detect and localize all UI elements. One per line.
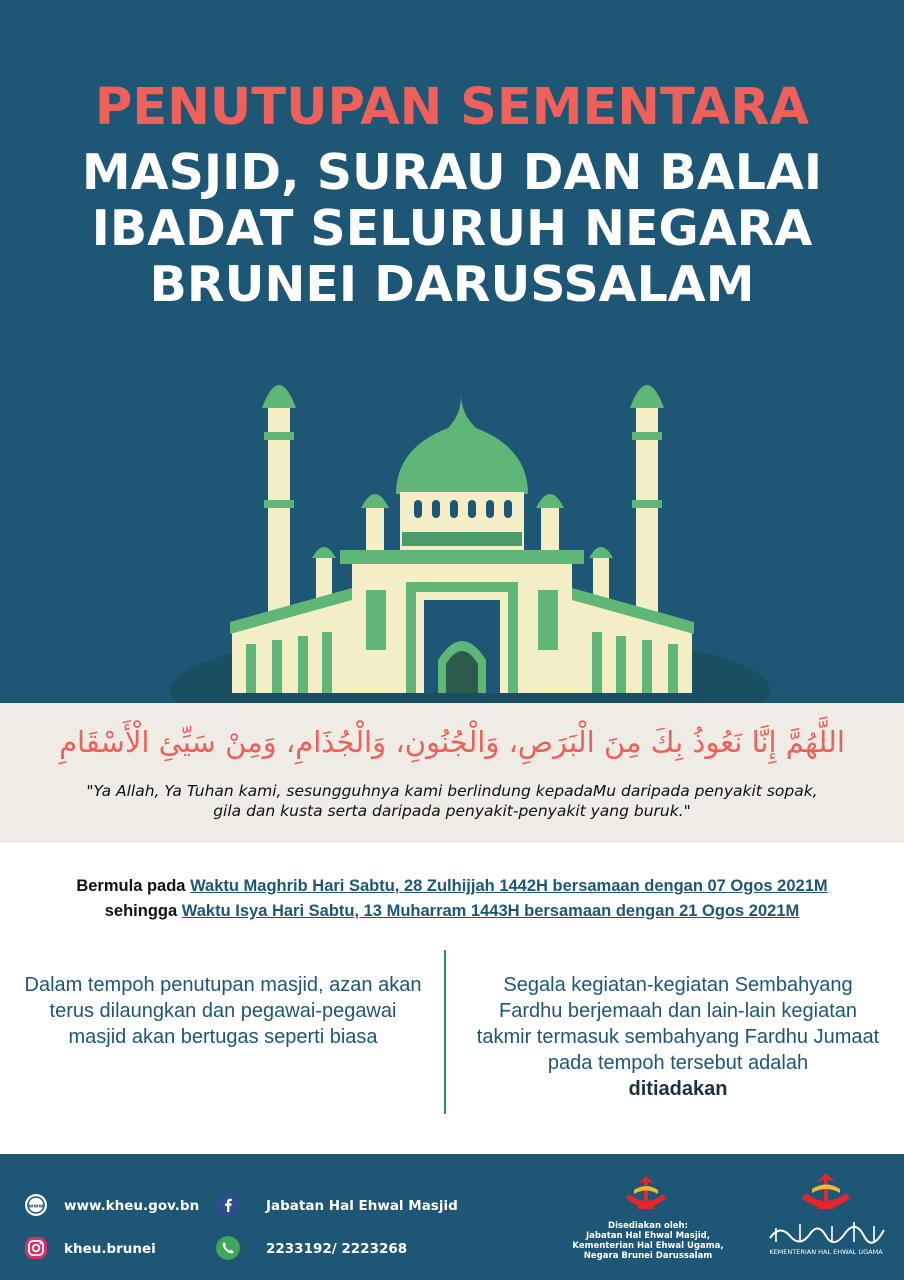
end-line [0,899,904,924]
phone-number[interactable]: 2233192/ 2223268 [266,1241,408,1257]
prepared-line-2: Jabatan Hal Ehwal Masjid, [586,1231,710,1241]
translation-line-2: gila dan kusta serta daripada penyakit-penyakit yang buruk." [213,802,691,820]
svg-text:www: www [28,1203,44,1210]
arabic-prayer: اللَّهُمَّ إِنَّا نَعُوذُ بِكَ مِنَ الْبَرَصِ، وَالْجُنُونِ، وَالْجُذَامِ، وَمِنْ سَيِّئِ الْأَسْقَامِ [59,725,845,759]
mosque-illustration [0,360,904,703]
activities-notice [472,972,884,1102]
title-line-3: IBADAT SELURUH NEGARA [91,200,813,257]
ministry-calligraphy-logo [766,1216,888,1246]
facebook-page[interactable]: Jabatan Hal Ehwal Masjid [266,1198,458,1214]
start-line [0,874,904,899]
title-closure: PENUTUPAN SEMENTARA [95,78,809,137]
prepared-line-4: Negara Brunei Darussalam [583,1251,713,1261]
prepared-line-3: Kementerian Hal Ehwal Ugama, [572,1241,724,1251]
jabatan-crest-logo [620,1172,672,1218]
end-date-link[interactable]: Waktu Isya Hari Sabtu, 13 Muharram 1443H bersamaan dengan 21 Ogos 2021M [181,902,800,920]
column-divider [444,950,446,1114]
title-places [0,145,904,313]
azan-notice: Dalam tempoh penutupan masjid, azan akan terus dilaungkan dan pegawai-pegawai masjid akan bertugas seperti biasa [24,974,422,1048]
globe-icon[interactable] [24,1193,48,1217]
ministry-crest-logo [796,1170,856,1218]
prepared-line-1: Disediakan oleh: [608,1221,688,1231]
instagram-icon[interactable] [24,1236,48,1260]
start-date-link[interactable]: Waktu Maghrib Hari Sabtu, 28 Zulhijjah 1442H bersamaan dengan 07 Ogos 2021M [190,877,828,895]
title-line-2: MASJID, SURAU DAN BALAI [81,144,823,201]
prepared-by [566,1221,730,1261]
start-prefix: Bermula pada [76,877,186,895]
instagram-handle[interactable]: kheu.brunei [64,1241,156,1257]
facebook-icon[interactable] [216,1193,240,1217]
closure-period [0,874,904,924]
translation-line-1: "Ya Allah, Ya Tuhan kami, sesungguhnya kami berlindung kepadaMu daripada penyakit sopak, [86,782,818,800]
phone-icon[interactable] [216,1236,240,1260]
end-prefix: sehingga [104,902,178,920]
prayer-section [0,703,904,843]
title-line-4: BRUNEI DARUSSALAM [149,256,755,313]
prayer-translation [0,781,904,821]
activities-text: Segala kegiatan-kegiatan Sembahyang Fardhu berjemaah dan lain-lain kegiatan takmir termasuk sembahyang Fardhu Jumaat pada tempoh tersebut adalah [476,974,880,1074]
ministry-caption: KEMENTERIAN HAL EHWAL UGAMA [769,1248,883,1256]
activities-cancelled: ditiadakan [628,1078,728,1100]
website-link[interactable]: www.kheu.gov.bn [64,1198,200,1214]
